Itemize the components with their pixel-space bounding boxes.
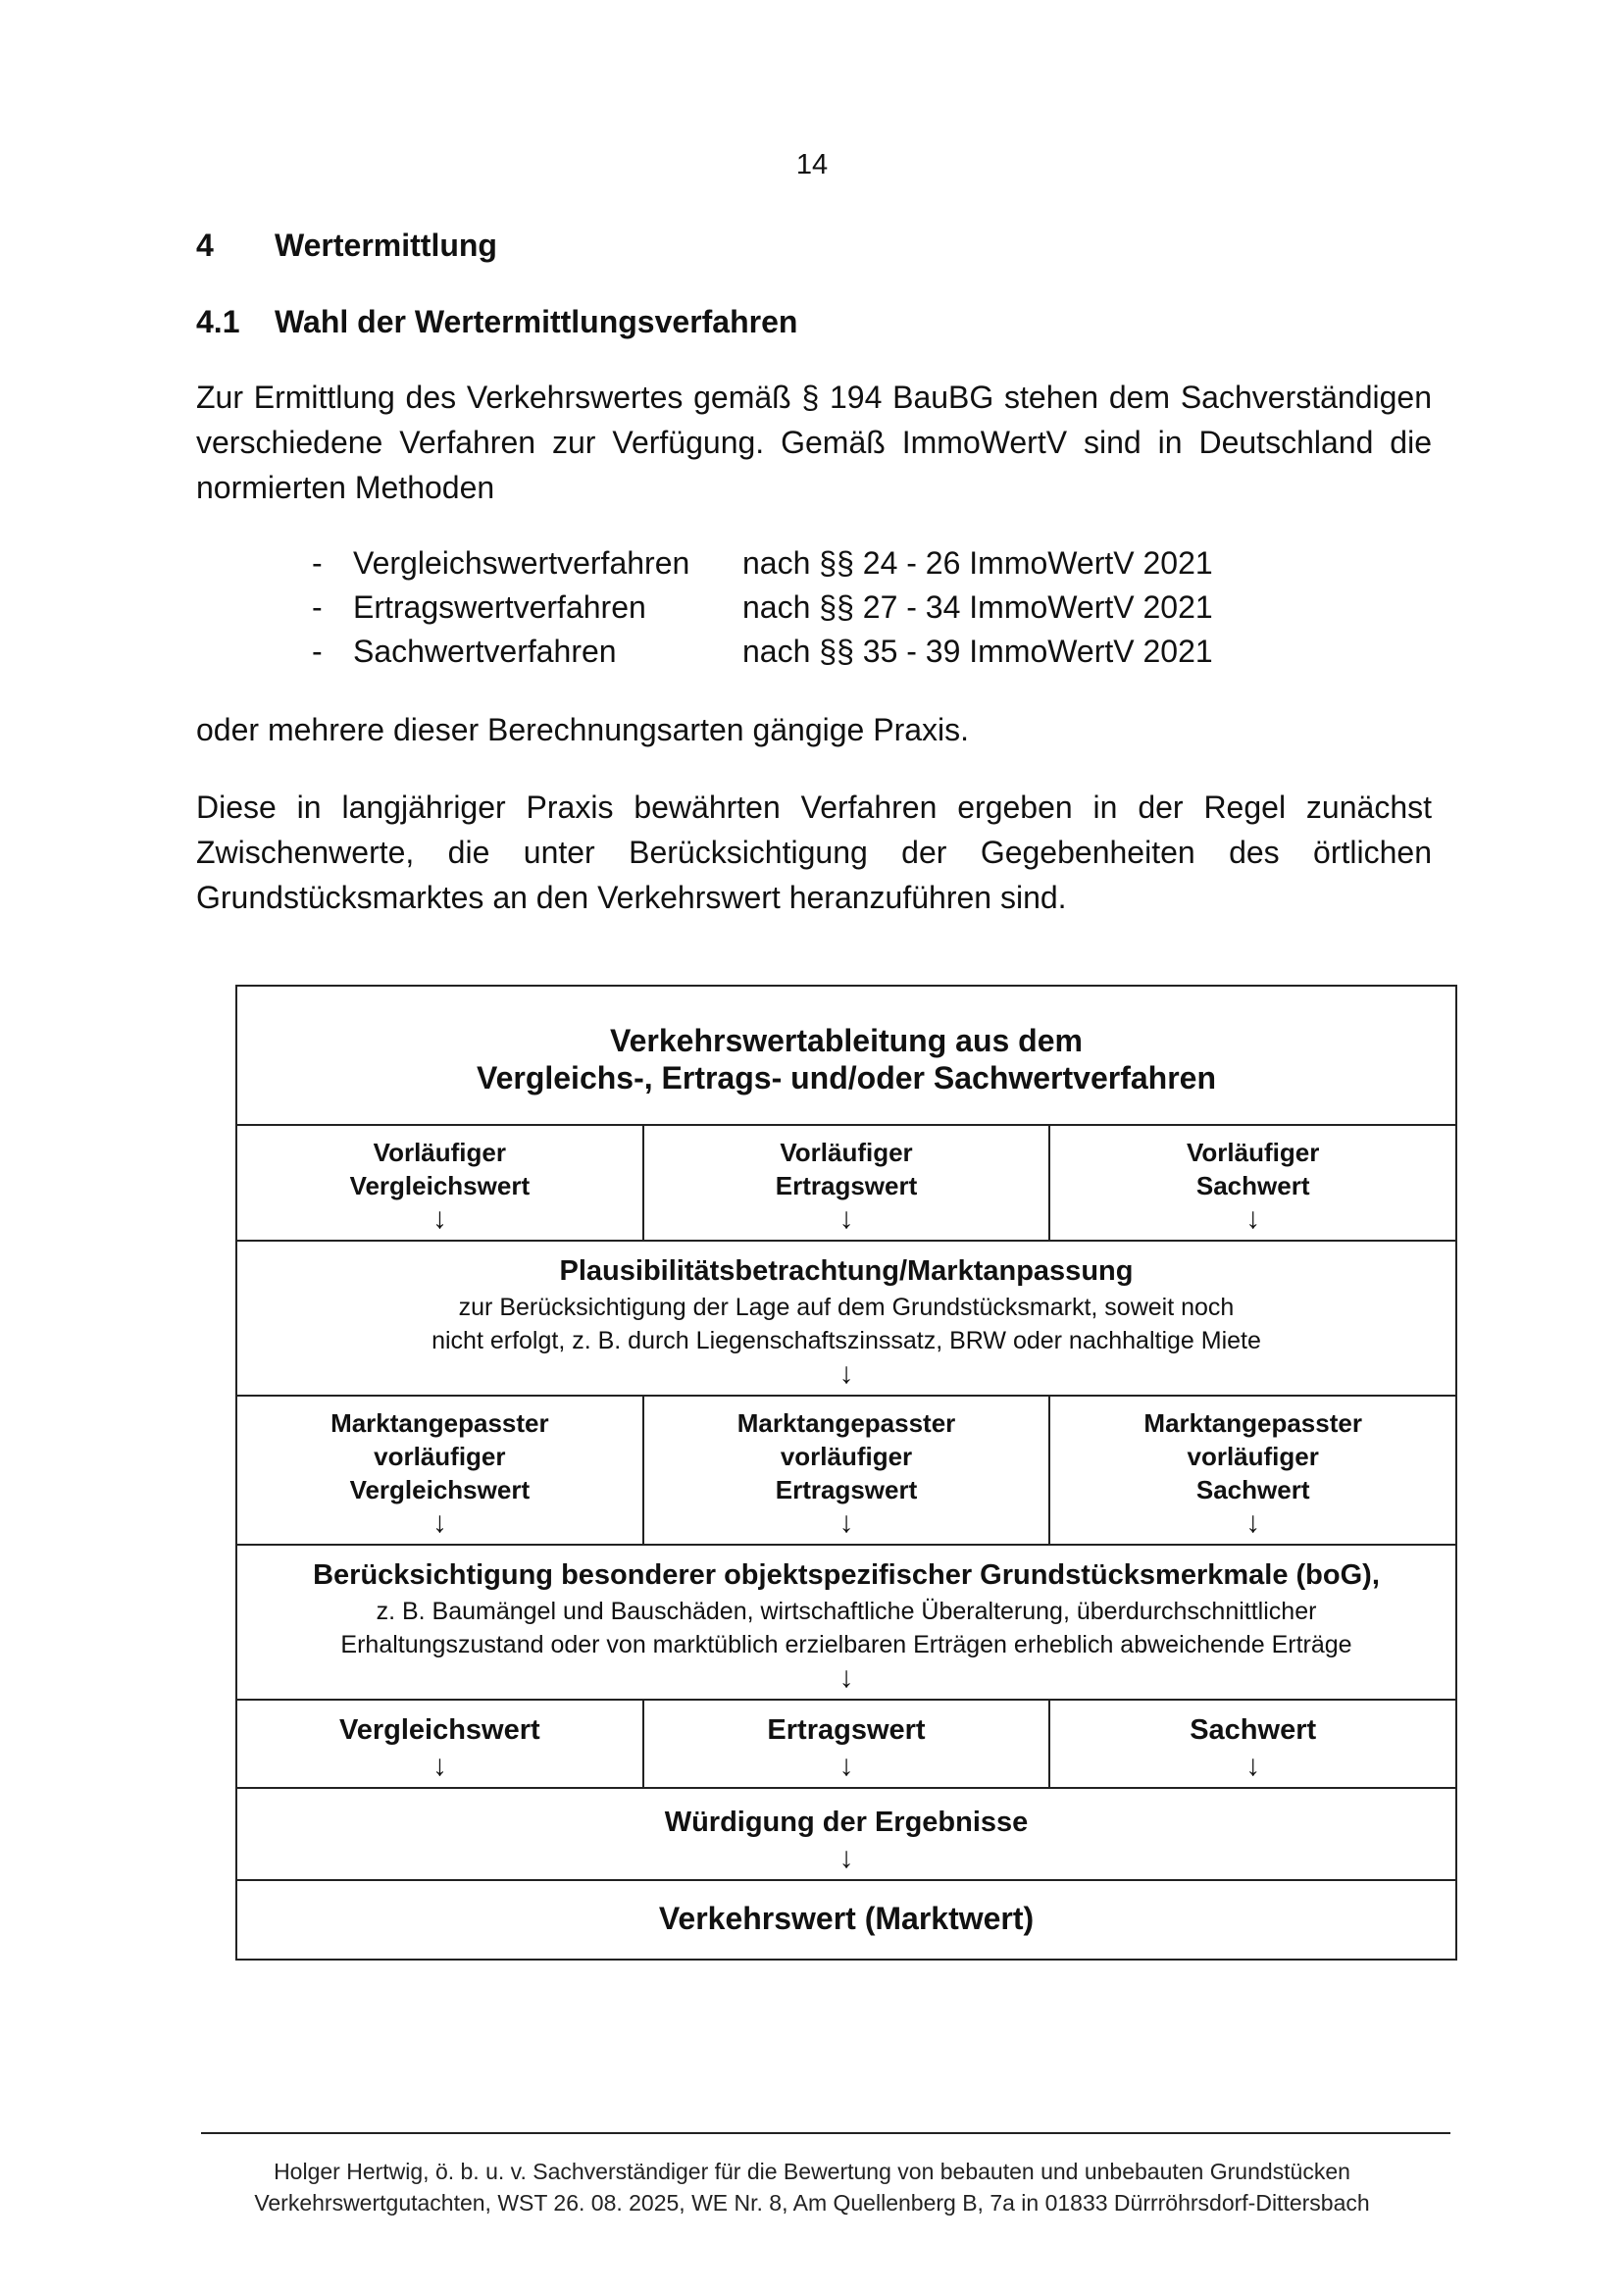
cell-label: Ertragswert	[775, 1171, 918, 1200]
down-arrow-icon: ↓	[838, 1750, 854, 1782]
cell-label: Marktangepasster	[330, 1408, 549, 1438]
down-arrow-icon: ↓	[431, 1506, 447, 1539]
cell-label: Sachwert	[1190, 1714, 1317, 1746]
down-arrow-icon: ↓	[1245, 1202, 1261, 1235]
comparison-value	[237, 1701, 644, 1787]
income-value	[644, 1701, 1051, 1787]
down-arrow-icon: ↓	[838, 1357, 854, 1390]
method-reference: nach §§ 24 - 26 ImmoWertV 2021	[742, 545, 1213, 581]
cell-label: vorläufiger	[780, 1442, 913, 1471]
preliminary-asset-value	[1050, 1126, 1455, 1240]
cell-label: Vorläufiger	[1187, 1138, 1320, 1167]
method-item	[312, 586, 1213, 630]
market-adjusted-row	[237, 1397, 1455, 1546]
plausibility-note-line1: zur Berücksichtigung der Lage auf dem Grundstücksmarkt, soweit noch	[458, 1294, 1235, 1321]
cell-label: Marktangepasster	[736, 1408, 956, 1438]
down-arrow-icon: ↓	[838, 1202, 854, 1235]
adjusted-comparison-value	[237, 1397, 644, 1544]
flowchart-title-line1: Verkehrswertableitung aus dem	[610, 1023, 1083, 1058]
cell-label: Ertragswert	[767, 1714, 926, 1746]
preliminary-income-value	[644, 1126, 1051, 1240]
down-arrow-icon: ↓	[1245, 1506, 1261, 1539]
special-characteristics-row	[237, 1546, 1455, 1701]
cell-label: Ertragswert	[775, 1475, 918, 1504]
special-characteristics-note-line2: Erhaltungszustand oder von marktüblich erzielbaren Erträgen erheblich abweichende Erträge	[340, 1631, 1352, 1658]
method-item	[312, 541, 1213, 586]
final-values-row	[237, 1701, 1455, 1789]
asset-value	[1050, 1701, 1455, 1787]
plausibility-note-line2: nicht erfolgt, z. B. durch Liegenschaftszinssatz, BRW oder nachhaltige Miete	[431, 1327, 1261, 1354]
down-arrow-icon: ↓	[431, 1202, 447, 1235]
plausibility-title: Plausibilitätsbetrachtung/Marktanpassung	[559, 1255, 1134, 1287]
market-value-result: Verkehrswert (Marktwert)	[658, 1901, 1035, 1936]
explanation-paragraph: Diese in langjähriger Praxis bewährten Verfahren ergeben in der Regel zunächst Zwischenwerte, die unter Berücksichtigung der Gegebenheiten des örtlichen Grundstücksmarktes an den Verkehrswert heranzuführen sind.	[196, 790, 1432, 915]
subsection-heading	[196, 304, 797, 340]
down-arrow-icon: ↓	[838, 1842, 854, 1874]
method-reference: nach §§ 27 - 34 ImmoWertV 2021	[742, 589, 1213, 625]
section-heading	[196, 228, 497, 264]
cell-label: vorläufiger	[1187, 1442, 1319, 1471]
footer-line2: Verkehrswertgutachten, WST 26. 08. 2025, WE Nr. 8, Am Quellenberg B, 7a in 01833 Dürrröhrsdorf-Dittersbach	[254, 2190, 1370, 2216]
down-arrow-icon: ↓	[431, 1750, 447, 1782]
section-number: 4	[196, 228, 214, 263]
intro-paragraph: Zur Ermittlung des Verkehrswertes gemäß § 194 BauBG stehen dem Sachverständigen verschiedene Verfahren zur Verfügung. Gemäß ImmoWertV sind in Deutschland die normierten Methoden	[196, 380, 1432, 505]
cell-label: Vergleichswert	[338, 1714, 540, 1746]
subsection-title: Wahl der Wertermittlungsverfahren	[275, 304, 798, 339]
footer-line1: Holger Hertwig, ö. b. u. v. Sachverständiger für die Bewertung von bebauten und unbebauten Grundstücken	[274, 2159, 1350, 2184]
cell-label: Vergleichswert	[349, 1171, 531, 1200]
footer-divider	[201, 2132, 1450, 2134]
method-name: Vergleichswertverfahren	[353, 545, 690, 581]
after-methods-text: oder mehrere dieser Berechnungsarten gängige Praxis.	[196, 712, 970, 747]
method-dash: -	[312, 589, 323, 625]
section-title: Wertermittlung	[275, 228, 497, 263]
method-dash: -	[312, 634, 323, 669]
special-characteristics-note-line1: z. B. Baumängel und Bauschäden, wirtschaftliche Überalterung, überdurchschnittlicher	[376, 1598, 1317, 1625]
assessment-row	[237, 1789, 1455, 1881]
preliminary-comparison-value	[237, 1126, 644, 1240]
cell-label: Vorläufiger	[780, 1138, 913, 1167]
flowchart-title	[237, 987, 1455, 1126]
down-arrow-icon: ↓	[838, 1661, 854, 1694]
valuation-flowchart	[235, 985, 1457, 1961]
subsection-number: 4.1	[196, 304, 240, 339]
plausibility-row	[237, 1242, 1455, 1397]
cell-label: Sachwert	[1195, 1475, 1310, 1504]
methods-list	[312, 541, 1213, 674]
method-name: Sachwertverfahren	[353, 634, 617, 669]
method-dash: -	[312, 545, 323, 581]
adjusted-income-value	[644, 1397, 1051, 1544]
adjusted-asset-value	[1050, 1397, 1455, 1544]
page-number: 14	[795, 149, 829, 180]
method-reference: nach §§ 35 - 39 ImmoWertV 2021	[742, 634, 1213, 669]
cell-label: Marktangepasster	[1143, 1408, 1362, 1438]
cell-label: Sachwert	[1195, 1171, 1310, 1200]
special-characteristics-title: Berücksichtigung besonderer objektspezifischer Grundstücksmerkmale (boG),	[313, 1559, 1380, 1591]
flowchart-title-line2: Vergleichs-, Ertrags- und/oder Sachwertverfahren	[476, 1060, 1216, 1096]
cell-label: vorläufiger	[374, 1442, 506, 1471]
cell-label: Vergleichswert	[349, 1475, 531, 1504]
cell-label: Vorläufiger	[373, 1138, 506, 1167]
down-arrow-icon: ↓	[1245, 1750, 1261, 1782]
method-item	[312, 630, 1213, 674]
down-arrow-icon: ↓	[838, 1506, 854, 1539]
assessment-label: Würdigung der Ergebnisse	[664, 1807, 1029, 1838]
method-name: Ertragswertverfahren	[353, 589, 646, 625]
preliminary-values-row	[237, 1126, 1455, 1242]
